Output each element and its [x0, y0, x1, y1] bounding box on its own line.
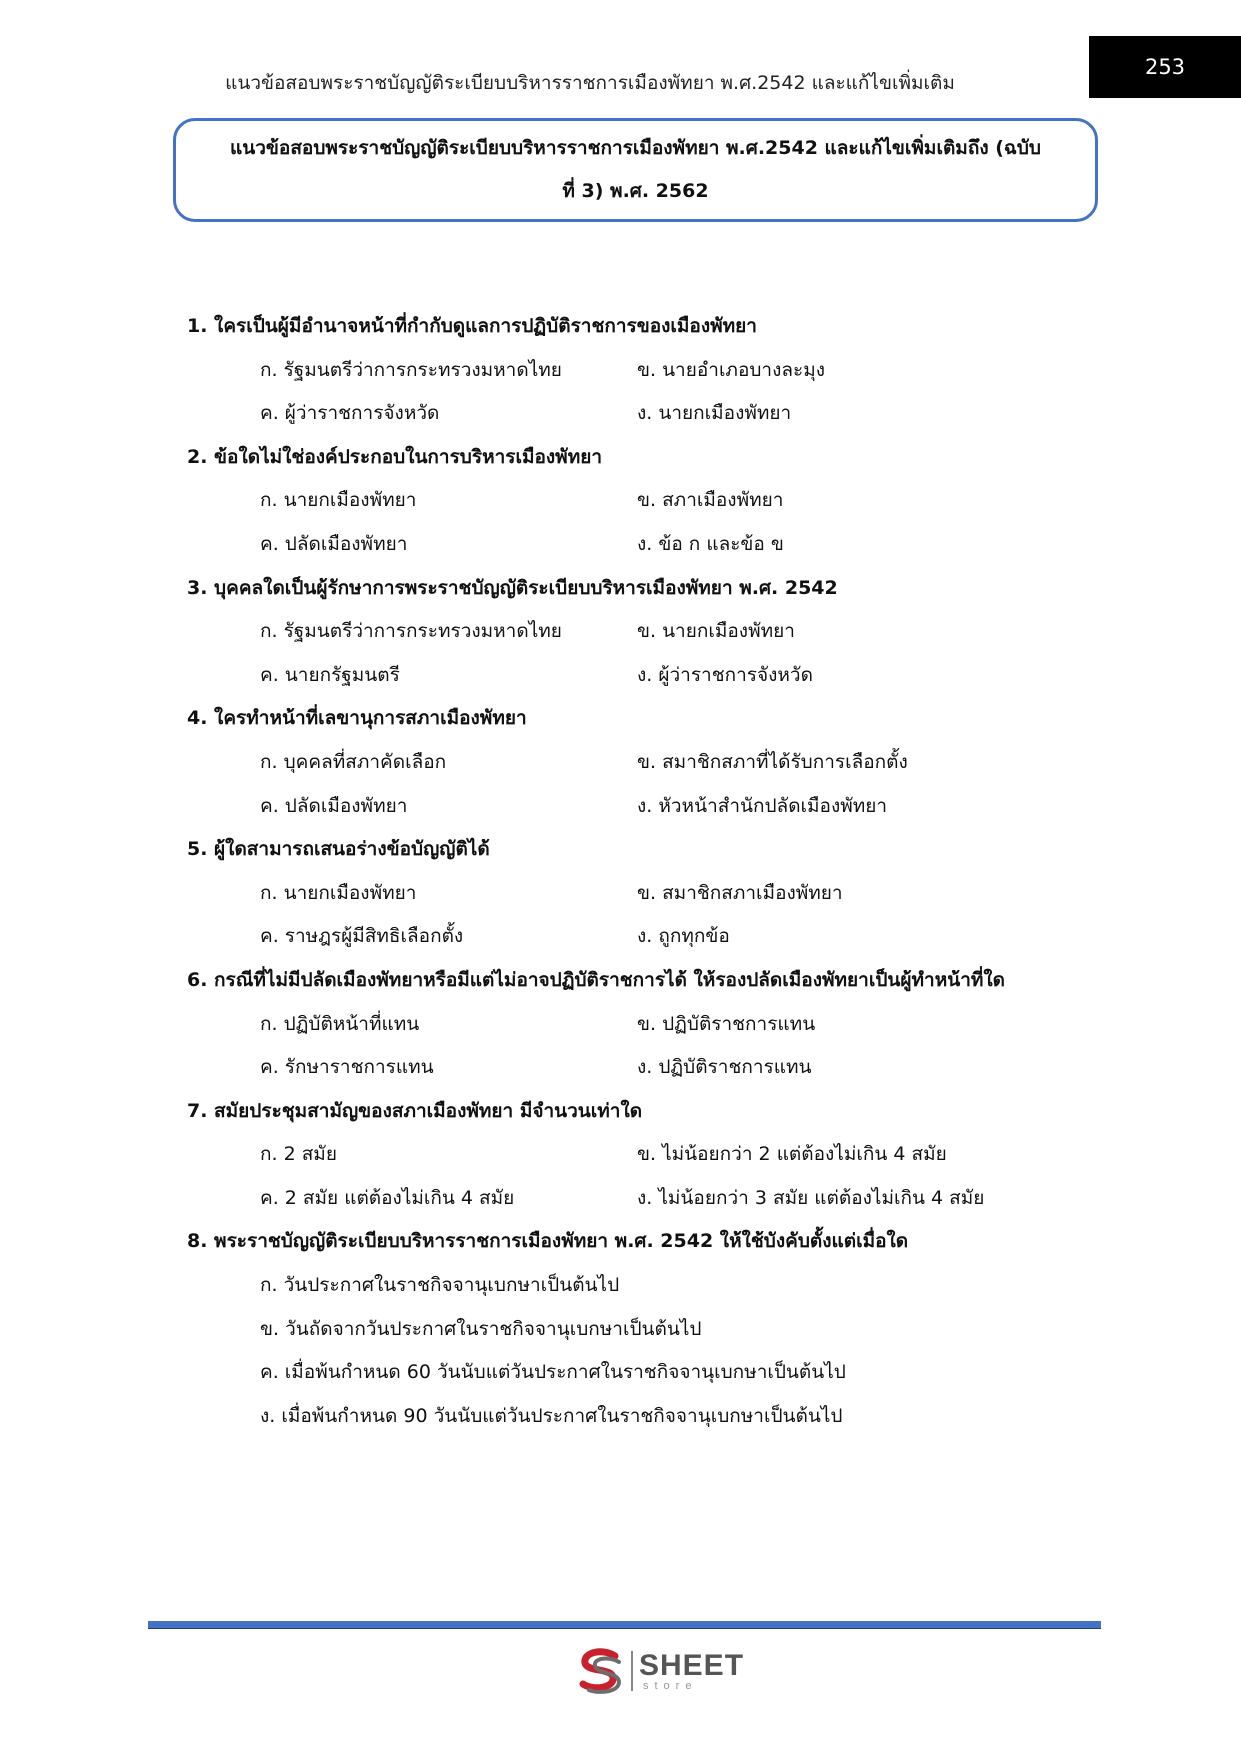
question-text: 4. ใครทำหน้าที่เลขานุการสภาเมืองพัทยา [187, 707, 527, 730]
logo-separator [631, 1651, 633, 1691]
option-d: ง. ไม่น้อยกว่า 3 สมัย แต่ต้องไม่เกิน 4 สมัย [637, 1186, 985, 1209]
question-7 [187, 1090, 1087, 1221]
option-c: ค. เมื่อพ้นกำหนด 60 วันนับแต่วันประกาศในราชกิจจานุเบกษาเป็นต้นไป [260, 1361, 846, 1384]
option-b: ข. ปฏิบัติราชการแทน [637, 1012, 816, 1035]
question-text: 5. ผู้ใดสามารถเสนอร่างข้อบัญญัติได้ [187, 838, 490, 861]
option-a: ก. นายกเมืองพัทยา [260, 881, 417, 904]
option-a: ก. 2 สมัย [260, 1143, 337, 1166]
logo-wordmark: SHEET [639, 1648, 745, 1682]
question-text: 1. ใครเป็นผู้มีอำนาจหน้าที่กำกับดูแลการปฏิบัติราชการของเมืองพัทยา [187, 315, 757, 337]
option-c: ค. 2 สมัย แต่ต้องไม่เกิน 4 สมัย [260, 1186, 515, 1209]
question-list [187, 305, 1087, 1438]
option-a: ก. วันประกาศในราชกิจจานุเบกษาเป็นต้นไป [260, 1274, 620, 1297]
question-text: 3. บุคคลใดเป็นผู้รักษาการพระราชบัญญัติระเบียบบริหารเมืองพัทยา พ.ศ. 2542 [187, 576, 838, 599]
running-header: แนวข้อสอบพระราชบัญญัติระเบียบบริหารราชการเมืองพัทยา พ.ศ.2542 และแก้ไขเพิ่มเติม [225, 72, 955, 94]
option-c: ค. รักษาราชการแทน [260, 1056, 434, 1079]
option-d: ง. หัวหน้าสำนักปลัดเมืองพัทยา [637, 794, 888, 817]
option-d: ง. นายกเมืองพัทยา [637, 402, 792, 425]
option-b: ข. สภาเมืองพัทยา [637, 489, 784, 512]
option-d: ง. ถูกทุกข้อ [637, 925, 730, 948]
question-6 [187, 959, 1087, 1090]
option-b: ข. สมาชิกสภาเมืองพัทยา [637, 881, 843, 904]
option-a: ก. รัฐมนตรีว่าการกระทรวงมหาดไทย [260, 358, 562, 381]
option-c: ค. ปลัดเมืองพัทยา [260, 532, 408, 555]
option-c: ค. ปลัดเมืองพัทยา [260, 794, 408, 817]
question-text: 2. ข้อใดไม่ใช่องค์ประกอบในการบริหารเมืองพัทยา [187, 445, 603, 468]
question-text: 7. สมัยประชุมสามัญของสภาเมืองพัทยา มีจำนวนเท่าใด [187, 1099, 643, 1122]
option-d: ง. ปฏิบัติราชการแทน [637, 1056, 812, 1079]
option-c: ค. นายกรัฐมนตรี [260, 663, 400, 686]
title-line-2: ที่ 3) พ.ศ. 2562 [562, 180, 709, 202]
logo-subtext: store [643, 1679, 698, 1692]
document-title [230, 127, 1041, 213]
question-5 [187, 828, 1087, 959]
option-c: ค. ผู้ว่าราชการจังหวัด [260, 402, 440, 425]
option-d: ง. ข้อ ก และข้อ ข [637, 532, 784, 555]
option-c: ค. ราษฎรผู้มีสิทธิเลือกตั้ง [260, 925, 464, 948]
option-b: ข. นายกเมืองพัทยา [637, 620, 795, 643]
question-text: 8. พระราชบัญญัติระเบียบบริหารราชการเมืองพัทยา พ.ศ. 2542 ให้ใช้บังคับตั้งแต่เมื่อใด [187, 1230, 909, 1253]
option-a: ก. รัฐมนตรีว่าการกระทรวงมหาดไทย [260, 620, 562, 643]
sheet-store-logo [575, 1646, 744, 1696]
option-b: ข. วันถัดจากวันประกาศในราชกิจจานุเบกษาเป็นต้นไป [260, 1317, 702, 1340]
title-box [173, 118, 1098, 222]
option-a: ก. นายกเมืองพัทยา [260, 489, 417, 512]
page-number: 253 [1089, 36, 1241, 98]
option-d: ง. ผู้ว่าราชการจังหวัด [637, 663, 813, 686]
option-b: ข. สมาชิกสภาที่ได้รับการเลือกตั้ง [637, 750, 908, 773]
title-line-1: แนวข้อสอบพระราชบัญญัติระเบียบบริหารราชการเมืองพัทยา พ.ศ.2542 และแก้ไขเพิ่มเติมถึง (ฉบับ [230, 137, 1041, 159]
question-text: 6. กรณีที่ไม่มีปลัดเมืองพัทยาหรือมีแต่ไม่อาจปฏิบัติราชการได้ ให้รองปลัดเมืองพัทยาเป็นผู้ทำหน้าที่ใด [187, 968, 1006, 991]
option-b: ข. ไม่น้อยกว่า 2 แต่ต้องไม่เกิน 4 สมัย [637, 1143, 947, 1166]
option-b: ข. นายอำเภอบางละมุง [637, 358, 826, 381]
question-1 [187, 305, 1087, 436]
question-3 [187, 567, 1087, 698]
option-a: ก. บุคคลที่สภาคัดเลือก [260, 750, 447, 773]
question-4 [187, 697, 1087, 828]
option-a: ก. ปฏิบัติหน้าที่แทน [260, 1012, 420, 1035]
footer-divider [148, 1621, 1101, 1629]
question-2 [187, 436, 1087, 567]
option-d: ง. เมื่อพ้นกำหนด 90 วันนับแต่วันประกาศในราชกิจจานุเบกษาเป็นต้นไป [260, 1404, 843, 1427]
question-8 [187, 1220, 1087, 1438]
s-logo-icon [575, 1646, 625, 1696]
